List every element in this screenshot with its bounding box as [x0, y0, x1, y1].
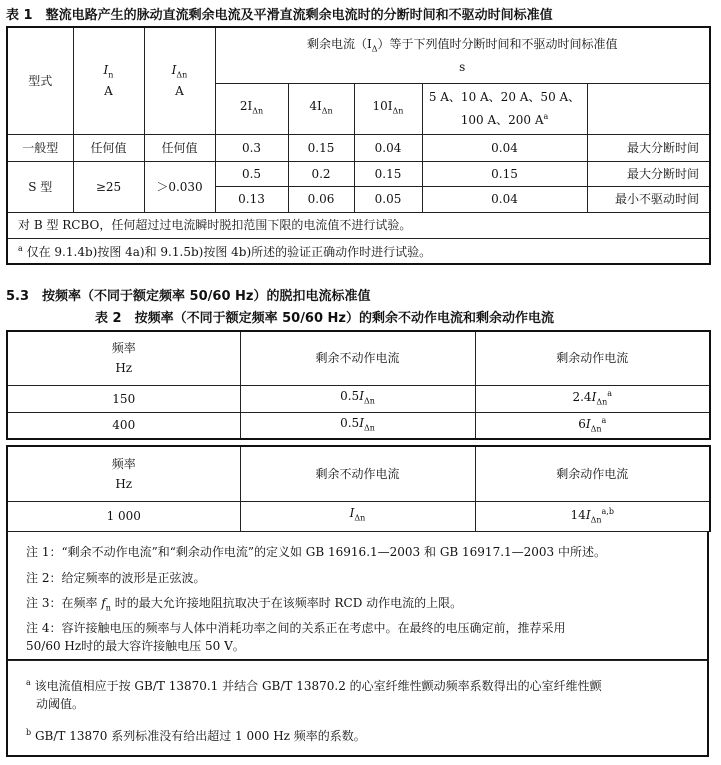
cell-in: ≥25: [73, 161, 144, 212]
header-10idn: $10I_{\Delta n}$: [354, 83, 422, 134]
table-row: [7, 501, 710, 531]
header-operating: 剩余动作电流: [475, 331, 710, 385]
cell-4idn: 0.15: [288, 134, 354, 161]
cell-frequency: 400: [7, 412, 240, 439]
cell-fixed: 0.04: [422, 186, 587, 212]
cell-2idn: 0.5: [215, 161, 288, 186]
note-3: 注 3：在频率 $f_n$ 时的最大允许接地阻抗取决于在该频率时 RCD 动作电流的上限。: [26, 596, 463, 613]
cell-idn: ＞0.030: [144, 161, 215, 212]
header-group: 剩余电流$(I_\Delta)$等于下列值时分断时间和不驱动时间标准值 s: [215, 27, 710, 83]
section-heading: 5.3 按频率（不同于额定频率 50/60 Hz）的脱扣电流标准值: [6, 289, 371, 304]
cell-fixed: 0.04: [422, 134, 587, 161]
cell-type: S 型: [7, 161, 73, 212]
cell-2idn: 0.3: [215, 134, 288, 161]
cell-2idn: 0.13: [215, 186, 288, 212]
table-row: [7, 412, 710, 439]
table1-note-b: 对 B 型 RCBO，任何超过过电流瞬时脱扣范围下限的电流值不进行试验。: [7, 212, 710, 238]
cell-operating: $6I_{\Delta n}^a$: [475, 412, 710, 439]
table-row: [7, 161, 710, 186]
cell-non-operating: $0.5I_{\Delta n}$: [240, 385, 475, 412]
notes-block: [6, 531, 709, 661]
cell-in: 任何值: [73, 134, 144, 161]
cell-frequency: 150: [7, 385, 240, 412]
table2-upper: [6, 330, 711, 440]
cell-type: 一般型: [7, 134, 73, 161]
header-non-operating: 剩余不动作电流: [240, 331, 475, 385]
header-type: 型式: [7, 27, 73, 134]
footnote-b: $^b$ GB/T 13870 系列标准没有给出超过 1 000 Hz 频率的系数。: [26, 728, 366, 743]
footnotes-block: [6, 660, 709, 757]
note-2: 注 2：给定频率的波形是正弦波。: [26, 571, 206, 585]
cell-label: 最大分断时间: [587, 161, 710, 186]
note-4-line2: 50/60 Hz时的最大容许接触电压 50 V。: [26, 639, 245, 653]
cell-10idn: 0.04: [354, 134, 422, 161]
header-2idn: $2I_{\Delta n}$: [215, 83, 288, 134]
table1-title: 表 1 整流电路产生的脉动直流剩余电流及平滑直流剩余电流时的分断时间和不驱动时间标准值: [6, 8, 553, 23]
footnote-a-line2: 动阈值。: [36, 697, 85, 711]
cell-fixed: 0.15: [422, 161, 587, 186]
cell-10idn: 0.05: [354, 186, 422, 212]
header-4idn: $4I_{\Delta n}$: [288, 83, 354, 134]
table2-lower: [6, 445, 711, 532]
cell-label: 最大分断时间: [587, 134, 710, 161]
cell-operating: $2.4I_{\Delta n}^a$: [475, 385, 710, 412]
note-1: 注 1：“剩余不动作电流”和“剩余动作电流”的定义如 GB 16916.1—2003 和 GB 16917.1—2003 中所述。: [26, 545, 607, 559]
note-4-line1: 注 4：容许接触电压的频率与人体中消耗功率之间的关系正在考虑中。在最终的电压确定前，推荐采用: [26, 621, 566, 635]
header-operating: 剩余动作电流: [475, 446, 710, 501]
cell-frequency: 1 000: [7, 501, 240, 531]
cell-non-operating: $0.5I_{\Delta n}$: [240, 412, 475, 439]
cell-4idn: 0.06: [288, 186, 354, 212]
header-fixed-currents: 5 A、10 A、20 A、50 A、 100 A、200 $A^a$: [422, 83, 587, 134]
footnote-a-line1: $^a$ 该电流值相应于按 GB/T 13870.1 并结合 GB/T 13870.2 的心室纤维性颤动频率系数得出的心室纤维性颤: [26, 678, 602, 693]
table-row: [7, 134, 710, 161]
cell-4idn: 0.2: [288, 161, 354, 186]
table2-title: 表 2 按频率（不同于额定频率 50/60 Hz）的剩余不动作电流和剩余动作电流: [95, 311, 554, 326]
cell-operating: $14I_{\Delta n}^{a,b}$: [475, 501, 710, 531]
table1-footnote-a: $^a$ 仅在 9.1.4b)按图 4a)和 9.1.5b)按图 4b)所述的验证正确动作时进行试验。: [7, 238, 710, 264]
header-frequency: 频率 Hz: [7, 331, 240, 385]
header-frequency: 频率 Hz: [7, 446, 240, 501]
cell-idn: 任何值: [144, 134, 215, 161]
cell-non-operating: $I_{\Delta n}$: [240, 501, 475, 531]
table-row: [7, 385, 710, 412]
cell-10idn: 0.15: [354, 161, 422, 186]
cell-label: 最小不驱动时间: [587, 186, 710, 212]
header-blank: [587, 83, 710, 134]
header-non-operating: 剩余不动作电流: [240, 446, 475, 501]
table1: [6, 26, 711, 265]
header-in: $I_n$ A: [73, 27, 144, 134]
header-idn: $I_{\Delta n}$ A: [144, 27, 215, 134]
